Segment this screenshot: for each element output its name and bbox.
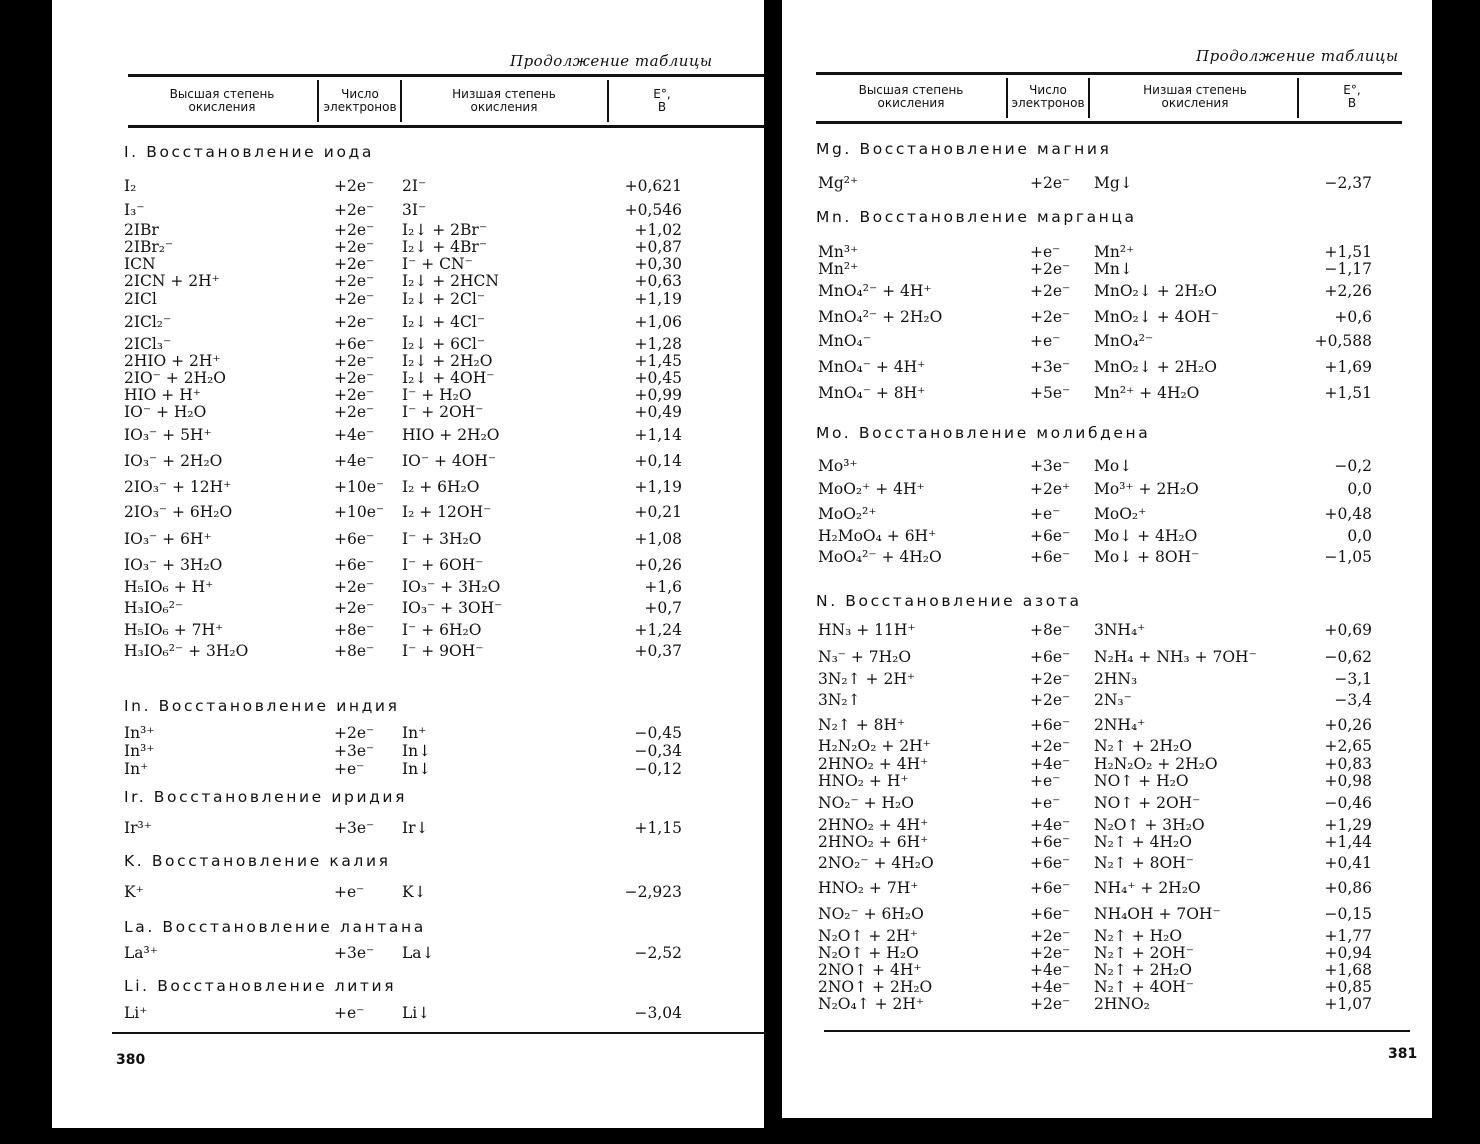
potential-cell: +0,48 xyxy=(1324,505,1372,523)
lower-oxidation-cell: MnO₂↓ + 2H₂O xyxy=(1094,358,1217,376)
potential-cell: +1,15 xyxy=(634,819,682,837)
lower-oxidation-cell: I⁻ + 6OH⁻ xyxy=(402,556,484,574)
potential-cell: +1,19 xyxy=(634,478,682,496)
header-higher-oxidation: Высшая степень окисления xyxy=(169,87,275,114)
electron-count-cell: +2e⁻ xyxy=(334,290,375,308)
section-title: Ir. Восстановление иридия xyxy=(124,788,408,806)
electron-count-cell: +2e⁻ xyxy=(334,352,375,370)
potential-cell: +1,08 xyxy=(634,530,682,548)
higher-oxidation-cell: N₂↑ + 8H⁺ xyxy=(818,716,906,734)
potential-cell: −0,46 xyxy=(1324,794,1372,812)
potential-cell: +0,94 xyxy=(1324,944,1372,962)
higher-oxidation-cell: N₂O↑ + 2H⁺ xyxy=(818,927,918,945)
lower-oxidation-cell: I₂↓ + 2Cl⁻ xyxy=(402,290,486,308)
lower-oxidation-cell: MnO₂↓ + 4OH⁻ xyxy=(1094,308,1219,326)
potential-cell: +0,86 xyxy=(1324,879,1372,897)
higher-oxidation-cell: N₃⁻ + 7H₂O xyxy=(818,648,912,666)
higher-oxidation-cell: H₂MoO₄ + 6H⁺ xyxy=(818,527,937,545)
header-divider xyxy=(1297,78,1299,118)
higher-oxidation-cell: H₂N₂O₂ + 2H⁺ xyxy=(818,737,931,755)
potential-cell: +0,87 xyxy=(634,238,682,256)
electron-count-cell: +4e⁻ xyxy=(1030,961,1071,979)
lower-oxidation-cell: Mn²⁺ xyxy=(1094,243,1135,261)
higher-oxidation-cell: 2ICN + 2H⁺ xyxy=(124,272,220,290)
potential-cell: +1,28 xyxy=(634,335,682,353)
table-header-bottom-rule xyxy=(128,125,764,128)
potential-cell: +1,06 xyxy=(634,313,682,331)
higher-oxidation-cell: HNO₂ + 7H⁺ xyxy=(818,879,919,897)
higher-oxidation-cell: 2HNO₂ + 6H⁺ xyxy=(818,833,929,851)
electron-count-cell: +6e⁻ xyxy=(1030,833,1071,851)
table-header-bottom-rule xyxy=(816,121,1402,124)
higher-oxidation-cell: HNO₂ + H⁺ xyxy=(818,772,909,790)
higher-oxidation-cell: MnO₄⁻ + 8H⁺ xyxy=(818,384,926,402)
electron-count-cell: +3e⁻ xyxy=(334,819,375,837)
potential-cell: +0,63 xyxy=(634,272,682,290)
higher-oxidation-cell: Mg²⁺ xyxy=(818,174,859,192)
potential-cell: +0,7 xyxy=(644,599,682,617)
higher-oxidation-cell: N₂O₄↑ + 2H⁺ xyxy=(818,995,925,1013)
potential-cell: +1,51 xyxy=(1324,384,1372,402)
higher-oxidation-cell: H₅IO₆ + H⁺ xyxy=(124,578,214,596)
table-bottom-rule xyxy=(824,1030,1410,1032)
section-title: Mg. Восстановление магния xyxy=(816,140,1112,158)
higher-oxidation-cell: IO₃⁻ + 3H₂O xyxy=(124,556,223,574)
lower-oxidation-cell: 3I⁻ xyxy=(402,201,427,219)
potential-cell: −0,2 xyxy=(1334,457,1372,475)
electron-count-cell: +2e⁻ xyxy=(1030,670,1071,688)
higher-oxidation-cell: MnO₄²⁻ + 2H₂O xyxy=(818,308,943,326)
potential-cell: +0,99 xyxy=(634,386,682,404)
higher-oxidation-cell: Mn²⁺ xyxy=(818,260,859,278)
potential-cell: +1,24 xyxy=(634,621,682,639)
potential-cell: +1,77 xyxy=(1324,927,1372,945)
potential-cell: +1,29 xyxy=(1324,816,1372,834)
potential-cell: −3,04 xyxy=(634,1004,682,1022)
lower-oxidation-cell: I₂↓ + 6Cl⁻ xyxy=(402,335,486,353)
potential-cell: +0,546 xyxy=(624,201,682,219)
electron-count-cell: +2e⁻ xyxy=(334,386,375,404)
lower-oxidation-cell: I₂↓ + 2Br⁻ xyxy=(402,221,488,239)
potential-cell: +1,14 xyxy=(634,426,682,444)
electron-count-cell: +2e⁻ xyxy=(334,403,375,421)
higher-oxidation-cell: In³⁺ xyxy=(124,724,155,742)
lower-oxidation-cell: I⁻ + 2OH⁻ xyxy=(402,403,484,421)
page-number: 380 xyxy=(116,1052,146,1068)
lower-oxidation-cell: In⁺ xyxy=(402,724,427,742)
electron-count-cell: +e⁻ xyxy=(1030,332,1061,350)
electron-count-cell: +4e⁻ xyxy=(334,426,375,444)
potential-cell: −2,52 xyxy=(634,944,682,962)
potential-cell: +0,83 xyxy=(1324,755,1372,773)
higher-oxidation-cell: N₂O↑ + H₂O xyxy=(818,944,919,962)
potential-cell: −0,45 xyxy=(634,724,682,742)
electron-count-cell: +2e⁻ xyxy=(1030,737,1071,755)
electron-count-cell: +2e⁻ xyxy=(334,578,375,596)
potential-cell: 0,0 xyxy=(1347,527,1372,545)
electron-count-cell: +2e⁻ xyxy=(1030,691,1071,709)
lower-oxidation-cell: N₂O↑ + 3H₂O xyxy=(1094,816,1205,834)
section-title: N. Восстановление азота xyxy=(816,592,1082,610)
potential-cell: +0,30 xyxy=(634,255,682,273)
potential-cell: −1,05 xyxy=(1324,548,1372,566)
header-divider xyxy=(317,80,319,122)
lower-oxidation-cell: I₂↓ + 4Br⁻ xyxy=(402,238,488,256)
lower-oxidation-cell: Mg↓ xyxy=(1094,174,1133,192)
higher-oxidation-cell: In³⁺ xyxy=(124,742,155,760)
section-title: K. Восстановление калия xyxy=(124,852,391,870)
potential-cell: +1,45 xyxy=(634,352,682,370)
higher-oxidation-cell: In⁺ xyxy=(124,760,149,778)
higher-oxidation-cell: 3N₂↑ xyxy=(818,691,861,709)
electron-count-cell: +2e⁻ xyxy=(334,599,375,617)
higher-oxidation-cell: MnO₄⁻ + 4H⁺ xyxy=(818,358,926,376)
lower-oxidation-cell: I₂↓ + 2HCN xyxy=(402,272,499,290)
lower-oxidation-cell: Mn↓ xyxy=(1094,260,1133,278)
header-divider xyxy=(1088,78,1090,118)
left-page xyxy=(52,0,764,1128)
potential-cell: +0,26 xyxy=(1324,716,1372,734)
higher-oxidation-cell: K⁺ xyxy=(124,883,144,901)
higher-oxidation-cell: 2NO↑ + 2H₂O xyxy=(818,978,933,996)
higher-oxidation-cell: 2IBr₂⁻ xyxy=(124,238,174,256)
lower-oxidation-cell: N₂↑ + 2H₂O xyxy=(1094,737,1192,755)
potential-cell: +0,21 xyxy=(634,503,682,521)
electron-count-cell: +3e⁻ xyxy=(1030,358,1071,376)
lower-oxidation-cell: N₂↑ + 2OH⁻ xyxy=(1094,944,1194,962)
electron-count-cell: +5e⁻ xyxy=(1030,384,1071,402)
electron-count-cell: +4e⁻ xyxy=(1030,755,1071,773)
header-electron-count: Число электронов xyxy=(1011,83,1085,110)
section-title: I. Восстановление иода xyxy=(124,143,374,161)
lower-oxidation-cell: I₂ + 12OH⁻ xyxy=(402,503,492,521)
electron-count-cell: +2e⁻ xyxy=(1030,944,1071,962)
lower-oxidation-cell: I⁻ + 3H₂O xyxy=(402,530,482,548)
higher-oxidation-cell: 2HIO + 2H⁺ xyxy=(124,352,221,370)
lower-oxidation-cell: Ir↓ xyxy=(402,819,429,837)
higher-oxidation-cell: MoO₄²⁻ + 4H₂O xyxy=(818,548,942,566)
lower-oxidation-cell: NH₄⁺ + 2H₂O xyxy=(1094,879,1201,897)
higher-oxidation-cell: 2ICl xyxy=(124,290,157,308)
lower-oxidation-cell: MnO₄²⁻ xyxy=(1094,332,1154,350)
electron-count-cell: +2e⁻ xyxy=(334,177,375,195)
higher-oxidation-cell: 3N₂↑ + 2H⁺ xyxy=(818,670,916,688)
higher-oxidation-cell: Li⁺ xyxy=(124,1004,148,1022)
lower-oxidation-cell: N₂↑ + 2H₂O xyxy=(1094,961,1192,979)
potential-cell: −1,17 xyxy=(1324,260,1372,278)
section-title: In. Восстановление индия xyxy=(124,697,400,715)
higher-oxidation-cell: 2ICl₃⁻ xyxy=(124,335,172,353)
potential-cell: +0,85 xyxy=(1324,978,1372,996)
lower-oxidation-cell: 2NH₄⁺ xyxy=(1094,716,1146,734)
higher-oxidation-cell: HIO + H⁺ xyxy=(124,386,201,404)
electron-count-cell: +e⁻ xyxy=(1030,243,1061,261)
electron-count-cell: +8e⁻ xyxy=(334,621,375,639)
lower-oxidation-cell: In↓ xyxy=(402,742,432,760)
electron-count-cell: +6e⁻ xyxy=(334,335,375,353)
electron-count-cell: +2e⁻ xyxy=(1030,927,1071,945)
lower-oxidation-cell: 2N₃⁻ xyxy=(1094,691,1132,709)
higher-oxidation-cell: NO₂⁻ + H₂O xyxy=(818,794,914,812)
header-lower-oxidation: Низшая степень окисления xyxy=(452,87,556,114)
higher-oxidation-cell: NO₂⁻ + 6H₂O xyxy=(818,905,924,923)
section-title: Li. Восстановление лития xyxy=(124,977,397,995)
potential-cell: +0,621 xyxy=(624,177,682,195)
header-potential: E°, В xyxy=(1343,83,1361,110)
higher-oxidation-cell: MoO₂²⁺ xyxy=(818,505,877,523)
lower-oxidation-cell: I₂↓ + 4Cl⁻ xyxy=(402,313,486,331)
higher-oxidation-cell: I₃⁻ xyxy=(124,201,145,219)
potential-cell: −0,62 xyxy=(1324,648,1372,666)
potential-cell: +0,14 xyxy=(634,452,682,470)
potential-cell: +0,6 xyxy=(1334,308,1372,326)
lower-oxidation-cell: NH₄OH + 7OH⁻ xyxy=(1094,905,1221,923)
electron-count-cell: +2e⁻ xyxy=(334,724,375,742)
higher-oxidation-cell: IO₃⁻ + 5H⁺ xyxy=(124,426,212,444)
electron-count-cell: +2e⁻ xyxy=(334,369,375,387)
potential-cell: +1,51 xyxy=(1324,243,1372,261)
potential-cell: −0,12 xyxy=(634,760,682,778)
section-title: Mo. Восстановление молибдена xyxy=(816,424,1151,442)
lower-oxidation-cell: N₂↑ + 8OH⁻ xyxy=(1094,854,1194,872)
higher-oxidation-cell: IO⁻ + H₂O xyxy=(124,403,207,421)
higher-oxidation-cell: 2IO₃⁻ + 6H₂O xyxy=(124,503,233,521)
potential-cell: 0,0 xyxy=(1347,480,1372,498)
potential-cell: +2,26 xyxy=(1324,282,1372,300)
lower-oxidation-cell: NO↑ + H₂O xyxy=(1094,772,1189,790)
electron-count-cell: +6e⁻ xyxy=(1030,648,1071,666)
electron-count-cell: +6e⁻ xyxy=(1030,854,1071,872)
higher-oxidation-cell: 2NO↑ + 4H⁺ xyxy=(818,961,922,979)
lower-oxidation-cell: IO⁻ + 4OH⁻ xyxy=(402,452,497,470)
lower-oxidation-cell: I₂ + 6H₂O xyxy=(402,478,480,496)
electron-count-cell: +2e⁻ xyxy=(1030,260,1071,278)
lower-oxidation-cell: IO₃⁻ + 3H₂O xyxy=(402,578,501,596)
lower-oxidation-cell: IO₃⁻ + 3OH⁻ xyxy=(402,599,503,617)
electron-count-cell: +4e⁻ xyxy=(334,452,375,470)
lower-oxidation-cell: N₂H₄ + NH₃ + 7OH⁻ xyxy=(1094,648,1257,666)
lower-oxidation-cell: Mo³⁺ + 2H₂O xyxy=(1094,480,1199,498)
continuation-label: Продолжение таблицы xyxy=(1196,47,1399,65)
higher-oxidation-cell: IO₃⁻ + 6H⁺ xyxy=(124,530,212,548)
lower-oxidation-cell: I₂↓ + 4OH⁻ xyxy=(402,369,495,387)
electron-count-cell: +2e⁻ xyxy=(1030,174,1071,192)
continuation-label: Продолжение таблицы xyxy=(510,52,713,70)
electron-count-cell: +e⁻ xyxy=(334,883,365,901)
lower-oxidation-cell: Li↓ xyxy=(402,1004,431,1022)
higher-oxidation-cell: Ir³⁺ xyxy=(124,819,152,837)
potential-cell: −0,34 xyxy=(634,742,682,760)
lower-oxidation-cell: H₂N₂O₂ + 2H₂O xyxy=(1094,755,1218,773)
electron-count-cell: +e⁻ xyxy=(334,760,365,778)
section-title: La. Восстановление лантана xyxy=(124,918,426,936)
potential-cell: +1,6 xyxy=(644,578,682,596)
electron-count-cell: +2e⁻ xyxy=(334,238,375,256)
electron-count-cell: +2e⁻ xyxy=(334,221,375,239)
electron-count-cell: +2e⁻ xyxy=(1030,995,1071,1013)
potential-cell: −0,15 xyxy=(1324,905,1372,923)
lower-oxidation-cell: I₂↓ + 2H₂O xyxy=(402,352,493,370)
lower-oxidation-cell: 2I⁻ xyxy=(402,177,427,195)
potential-cell: +1,44 xyxy=(1324,833,1372,851)
electron-count-cell: +4e⁻ xyxy=(1030,978,1071,996)
lower-oxidation-cell: In↓ xyxy=(402,760,432,778)
electron-count-cell: +10e⁻ xyxy=(334,478,385,496)
higher-oxidation-cell: MnO₄²⁻ + 4H⁺ xyxy=(818,282,932,300)
higher-oxidation-cell: 2IBr xyxy=(124,221,159,239)
potential-cell: −2,923 xyxy=(624,883,682,901)
electron-count-cell: +6e⁻ xyxy=(1030,527,1071,545)
potential-cell: +0,98 xyxy=(1324,772,1372,790)
electron-count-cell: +10e⁻ xyxy=(334,503,385,521)
potential-cell: +1,19 xyxy=(634,290,682,308)
lower-oxidation-cell: La↓ xyxy=(402,944,435,962)
higher-oxidation-cell: ICN xyxy=(124,255,156,273)
table-bottom-rule xyxy=(112,1032,764,1034)
potential-cell: +1,69 xyxy=(1324,358,1372,376)
electron-count-cell: +3e⁻ xyxy=(334,944,375,962)
electron-count-cell: +3e⁻ xyxy=(334,742,375,760)
lower-oxidation-cell: Mo↓ + 4H₂O xyxy=(1094,527,1198,545)
electron-count-cell: +e⁻ xyxy=(1030,794,1061,812)
header-electron-count: Число электронов xyxy=(323,87,397,114)
table-top-rule xyxy=(128,74,764,77)
header-potential: E°, В xyxy=(653,87,671,114)
higher-oxidation-cell: I₂ xyxy=(124,177,137,195)
electron-count-cell: +e⁻ xyxy=(334,1004,365,1022)
higher-oxidation-cell: 2NO₂⁻ + 4H₂O xyxy=(818,854,934,872)
higher-oxidation-cell: La³⁺ xyxy=(124,944,158,962)
potential-cell: +1,07 xyxy=(1324,995,1372,1013)
lower-oxidation-cell: 2HNO₂ xyxy=(1094,995,1150,1013)
right-page xyxy=(782,0,1432,1118)
electron-count-cell: +3e⁻ xyxy=(1030,457,1071,475)
higher-oxidation-cell: MoO₂⁺ + 4H⁺ xyxy=(818,480,925,498)
electron-count-cell: +e⁻ xyxy=(1030,505,1061,523)
section-title: Mn. Восстановление марганца xyxy=(816,208,1137,226)
header-divider xyxy=(400,80,402,122)
lower-oxidation-cell: NO↑ + 2OH⁻ xyxy=(1094,794,1201,812)
potential-cell: +0,37 xyxy=(634,642,682,660)
electron-count-cell: +6e⁻ xyxy=(1030,548,1071,566)
potential-cell: +0,69 xyxy=(1324,621,1372,639)
potential-cell: −3,1 xyxy=(1334,670,1372,688)
potential-cell: −3,4 xyxy=(1334,691,1372,709)
potential-cell: −2,37 xyxy=(1324,174,1372,192)
electron-count-cell: +2e⁻ xyxy=(334,272,375,290)
potential-cell: +1,02 xyxy=(634,221,682,239)
lower-oxidation-cell: Mn²⁺ + 4H₂O xyxy=(1094,384,1200,402)
electron-count-cell: +6e⁻ xyxy=(334,556,375,574)
header-lower-oxidation: Низшая степень окисления xyxy=(1143,83,1247,110)
potential-cell: +1,68 xyxy=(1324,961,1372,979)
header-divider xyxy=(607,80,609,122)
electron-count-cell: +8e⁻ xyxy=(334,642,375,660)
electron-count-cell: +e⁻ xyxy=(1030,772,1061,790)
electron-count-cell: +6e⁻ xyxy=(334,530,375,548)
potential-cell: +0,45 xyxy=(634,369,682,387)
higher-oxidation-cell: 2IO₃⁻ + 12H⁺ xyxy=(124,478,232,496)
higher-oxidation-cell: 2IO⁻ + 2H₂O xyxy=(124,369,227,387)
lower-oxidation-cell: MnO₂↓ + 2H₂O xyxy=(1094,282,1217,300)
electron-count-cell: +4e⁻ xyxy=(1030,816,1071,834)
electron-count-cell: +8e⁻ xyxy=(1030,621,1071,639)
higher-oxidation-cell: 2HNO₂ + 4H⁺ xyxy=(818,755,929,773)
lower-oxidation-cell: 3NH₄⁺ xyxy=(1094,621,1146,639)
higher-oxidation-cell: Mo³⁺ xyxy=(818,457,858,475)
potential-cell: +0,588 xyxy=(1314,332,1372,350)
lower-oxidation-cell: HIO + 2H₂O xyxy=(402,426,500,444)
higher-oxidation-cell: H₃IO₆²⁻ xyxy=(124,599,184,617)
potential-cell: +0,41 xyxy=(1324,854,1372,872)
higher-oxidation-cell: Mn³⁺ xyxy=(818,243,859,261)
electron-count-cell: +2e⁻ xyxy=(1030,282,1071,300)
lower-oxidation-cell: 2HN₃ xyxy=(1094,670,1138,688)
lower-oxidation-cell: MoO₂⁺ xyxy=(1094,505,1147,523)
higher-oxidation-cell: MnO₄⁻ xyxy=(818,332,871,350)
lower-oxidation-cell: Mo↓ xyxy=(1094,457,1133,475)
page-number: 381 xyxy=(1388,1046,1418,1062)
electron-count-cell: +2e⁺ xyxy=(1030,480,1071,498)
higher-oxidation-cell: 2HNO₂ + 4H⁺ xyxy=(818,816,929,834)
electron-count-cell: +6e⁻ xyxy=(1030,905,1071,923)
electron-count-cell: +2e⁻ xyxy=(334,313,375,331)
potential-cell: +2,65 xyxy=(1324,737,1372,755)
higher-oxidation-cell: H₅IO₆ + 7H⁺ xyxy=(124,621,224,639)
potential-cell: +0,26 xyxy=(634,556,682,574)
electron-count-cell: +2e⁻ xyxy=(334,201,375,219)
lower-oxidation-cell: I⁻ + 6H₂O xyxy=(402,621,482,639)
lower-oxidation-cell: Mo↓ + 8OH⁻ xyxy=(1094,548,1200,566)
higher-oxidation-cell: H₃IO₆²⁻ + 3H₂O xyxy=(124,642,249,660)
electron-count-cell: +2e⁻ xyxy=(334,255,375,273)
electron-count-cell: +2e⁻ xyxy=(1030,308,1071,326)
lower-oxidation-cell: K↓ xyxy=(402,883,427,901)
table-top-rule xyxy=(816,72,1402,75)
lower-oxidation-cell: I⁻ + H₂O xyxy=(402,386,472,404)
higher-oxidation-cell: IO₃⁻ + 2H₂O xyxy=(124,452,223,470)
electron-count-cell: +6e⁻ xyxy=(1030,879,1071,897)
lower-oxidation-cell: I⁻ + CN⁻ xyxy=(402,255,473,273)
potential-cell: +0,49 xyxy=(634,403,682,421)
lower-oxidation-cell: I⁻ + 9OH⁻ xyxy=(402,642,484,660)
lower-oxidation-cell: N₂↑ + H₂O xyxy=(1094,927,1183,945)
higher-oxidation-cell: 2ICl₂⁻ xyxy=(124,313,172,331)
higher-oxidation-cell: HN₃ + 11H⁺ xyxy=(818,621,916,639)
lower-oxidation-cell: N₂↑ + 4OH⁻ xyxy=(1094,978,1194,996)
lower-oxidation-cell: N₂↑ + 4H₂O xyxy=(1094,833,1192,851)
electron-count-cell: +6e⁻ xyxy=(1030,716,1071,734)
header-higher-oxidation: Высшая степень окисления xyxy=(858,83,964,110)
